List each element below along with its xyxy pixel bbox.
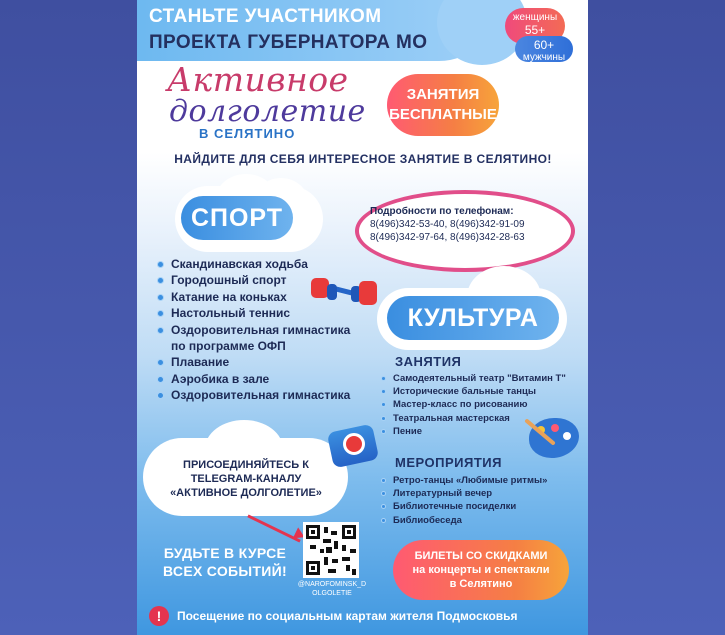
footer-text: Посещение по социальным картам жителя Подмосковья	[177, 609, 518, 623]
list-item	[381, 500, 581, 513]
bullet-icon	[157, 359, 164, 366]
age-men-label: мужчины	[522, 52, 566, 64]
poster	[137, 0, 588, 635]
phones-info	[370, 205, 570, 244]
list-item	[157, 322, 397, 338]
culture-class-item: Театральная мастерская	[393, 412, 510, 424]
sport-item: Скандинавская ходьба	[171, 257, 308, 271]
telegram-invite	[153, 458, 339, 500]
paint-dot-icon	[551, 424, 559, 432]
qr-caption	[295, 580, 369, 598]
culture-event-item: Ретро-танцы «Любимые ритмы»	[393, 475, 548, 486]
logo-line-2: долголетие	[169, 94, 366, 129]
bullet-icon	[381, 376, 386, 381]
exclamation-icon: !	[149, 606, 169, 626]
telegram-line-1: ПРИСОЕДИНЯЙТЕСЬ К	[183, 459, 309, 471]
bullet-icon	[381, 429, 386, 434]
stay-tuned-line-2: ВСЕХ СОБЫТИЙ!	[163, 563, 287, 579]
age-women-value: 55+	[524, 22, 546, 37]
bullet-icon	[381, 402, 386, 407]
list-item	[381, 474, 581, 487]
culture-classes-heading: ЗАНЯТИЯ	[395, 354, 462, 369]
tickets-line-2: на концерты и спектакли	[412, 564, 550, 576]
logo-location: В СЕЛЯТИНО	[199, 126, 296, 141]
phones-heading: Подробности по телефонам:	[370, 206, 514, 217]
free-badge-line-1: ЗАНЯТИЯ	[406, 86, 480, 103]
culture-event-item: Библиотечные посиделки	[393, 501, 517, 513]
telegram-line-3: «АКТИВНОЕ ДОЛГОЛЕТИЕ»	[170, 487, 322, 499]
culture-events-heading: МЕРОПРИЯТИЯ	[395, 455, 502, 470]
sport-item: Городошный спорт	[171, 273, 287, 288]
phones-line-1: 8(496)342-53-40, 8(496)342-91-09	[370, 219, 525, 230]
bullet-icon	[157, 261, 164, 268]
tickets-badge	[393, 540, 569, 600]
tickets-line-1: БИЛЕТЫ СО СКИДКАМИ	[414, 550, 548, 562]
culture-class-item: Пение	[393, 425, 422, 437]
sport-item: Оздоровительная гимнастика	[171, 322, 351, 337]
qr-code-icon	[306, 525, 356, 575]
culture-class-item: Мастер-класс по рисованию	[393, 399, 528, 411]
paint-dot-icon	[563, 432, 571, 440]
free-badge-line-2: БЕСПЛАТНЫЕ	[389, 106, 497, 123]
bullet-icon	[157, 392, 164, 399]
list-item	[157, 256, 397, 272]
culture-events-list	[381, 474, 581, 527]
bullet-icon	[157, 277, 164, 284]
list-item	[381, 514, 581, 527]
qr-caption-line-1: @NAROFOMINSK_D	[297, 581, 367, 588]
list-item	[157, 371, 397, 387]
list-item	[381, 398, 581, 411]
qr-caption-line-2: OLGOLETIE	[312, 590, 352, 597]
list-item	[157, 338, 397, 354]
list-item	[381, 487, 581, 500]
list-item	[157, 305, 397, 321]
header-line-2: ПРОЕКТА ГУБЕРНАТОРА МО	[149, 32, 428, 53]
bullet-icon	[157, 294, 164, 301]
sport-item: по программе ОФП	[171, 339, 286, 354]
culture-event-item: Библиобеседа	[393, 514, 462, 526]
free-classes-badge	[387, 74, 499, 136]
stay-tuned-line-1: БУДЬТЕ В КУРСЕ	[163, 545, 287, 561]
telegram-line-2: TELEGRAM-КАНАЛУ	[190, 473, 302, 485]
culture-title: КУЛЬТУРА	[387, 296, 559, 340]
sport-item: Настольный теннис	[171, 306, 291, 321]
dumbbell-weight-icon	[327, 284, 337, 300]
bullet-icon	[381, 491, 386, 496]
bullet-icon	[381, 504, 386, 509]
sport-list	[157, 256, 397, 404]
bullet-icon	[157, 376, 164, 383]
sport-item: Аэробика в зале	[171, 371, 270, 386]
tickets-line-3: в Селятино	[449, 578, 513, 590]
sport-title: СПОРТ	[181, 196, 293, 240]
sport-item: Катание на коньках	[171, 289, 287, 304]
bullet-icon	[381, 518, 386, 523]
sport-item: Оздоровительная гимнастика	[171, 388, 351, 403]
bullet-icon	[157, 310, 164, 317]
camera-lens-icon	[343, 433, 365, 455]
dumbbell-weight-icon	[359, 281, 377, 305]
phones-line-2: 8(496)342-97-64, 8(496)342-28-63	[370, 232, 525, 243]
list-item	[381, 385, 581, 398]
culture-event-item: Литературный вечер	[393, 488, 493, 500]
logo-line-1: Активное	[167, 60, 349, 99]
culture-class-item: Исторические бальные танцы	[393, 386, 536, 398]
bullet-icon	[381, 416, 386, 421]
bullet-icon	[157, 327, 164, 334]
tagline: НАЙДИТЕ ДЛЯ СЕБЯ ИНТЕРЕСНОЕ ЗАНЯТИЕ В СЕЛЯТИНО!	[174, 152, 552, 166]
stay-tuned-text	[155, 544, 295, 580]
header-line-1: СТАНЬТЕ УЧАСТНИКОМ	[149, 6, 382, 27]
list-item	[157, 387, 397, 403]
list-item	[381, 372, 581, 385]
list-item	[157, 354, 397, 370]
culture-class-item: Самодеятельный театр "Витамин Т"	[393, 373, 566, 384]
age-women-label: женщины	[512, 12, 558, 23]
bullet-icon	[381, 389, 386, 394]
bullet-icon	[381, 478, 386, 483]
age-men-value: 60+	[533, 38, 555, 52]
sport-item: Плавание	[171, 355, 230, 370]
qr-code[interactable]	[303, 522, 359, 578]
age-badge-men	[515, 36, 573, 62]
